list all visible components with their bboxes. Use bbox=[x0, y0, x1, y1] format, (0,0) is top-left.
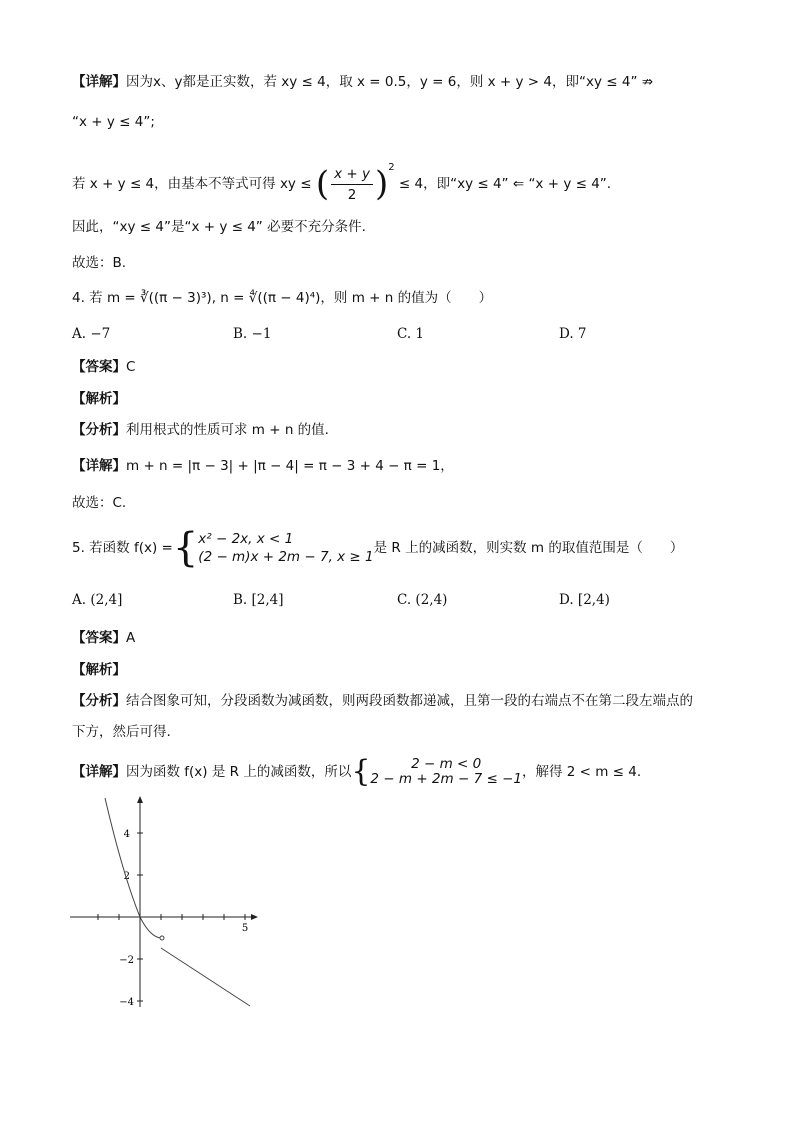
q4-option-b: B. −1 bbox=[233, 326, 272, 342]
q3-detail-line1 bbox=[72, 72, 653, 92]
q3-line3-b: ≤ 4，即“xy ≤ 4” ⇐ “x + y ≤ 4”. bbox=[398, 176, 612, 192]
q5-case1: x² − 2x, x < 1 bbox=[198, 531, 294, 547]
q3-frac-num: x + y bbox=[331, 164, 373, 185]
q4-option-c: C. 1 bbox=[397, 326, 425, 342]
q4-detail-text: m + n = |π − 3| + |π − 4| = π − 3 + 4 − π = 1， bbox=[126, 458, 454, 474]
y-tick-2: 2 bbox=[123, 871, 130, 882]
q3-detail-line2: “x + y ≤ 4”; bbox=[72, 114, 155, 130]
q4-answer-value: C bbox=[126, 359, 136, 375]
q5-answer-value: A bbox=[126, 630, 136, 646]
q3-fraction bbox=[331, 164, 373, 205]
q4-stem: 4. 若 m = ∛((π − 3)³), n = ∜((π − 4)⁴)，则 m + n 的值为（ ） bbox=[72, 290, 493, 306]
x-axis-arrow bbox=[251, 914, 258, 920]
q5-fenxi-tag: 【分析】 bbox=[72, 693, 126, 709]
y-tick-neg4: −4 bbox=[119, 997, 134, 1008]
q3-line3-a: 若 x + y ≤ 4，由基本不等式可得 xy ≤ bbox=[72, 176, 312, 192]
q5-answer bbox=[72, 628, 135, 648]
q5-stem: 5. 若函数 f(x) = { x² − 2x, x < 1 (2 − m)x + 2m − 7, x ≥ 1 是 R 上的减函数，则实数 m 的取值范围是（ ） bbox=[72, 525, 684, 571]
q5-option-c: C. (2,4) bbox=[397, 592, 448, 608]
q5-cond2: 2 − m + 2m − 7 ≤ −1 bbox=[370, 771, 522, 787]
q4-option-d: D. 7 bbox=[559, 326, 587, 342]
q5-fenxi-line1 bbox=[72, 691, 693, 711]
q4-option-a: A. −7 bbox=[72, 326, 111, 342]
q4-detail-tag: 【详解】 bbox=[72, 458, 126, 474]
y-axis-arrow bbox=[137, 796, 143, 803]
q5-answer-tag: 【答案】 bbox=[72, 630, 126, 646]
q5-option-d: D. [2,4) bbox=[559, 592, 610, 608]
q3-frac-den: 2 bbox=[347, 186, 357, 203]
q5-option-a: A. (2,4] bbox=[72, 592, 123, 608]
q4-fenxi-tag: 【分析】 bbox=[72, 422, 126, 438]
q4-fenxi-text: 利用根式的性质可求 m + n 的值. bbox=[126, 422, 329, 438]
q3-detail-line3: 若 x + y ≤ 4，由基本不等式可得 xy ≤ ( $\frac{x + y}{2}$ )$^2$ ≤ 4，即“xy ≤ 4” ⇐ “x + y ≤ 4”. bbox=[72, 162, 612, 204]
q3-detail-text: 因为x、y都是正实数，若 xy ≤ 4，取 x = 0.5，y = 6，则 x + y > 4，即“xy ≤ 4” ⇏ bbox=[126, 74, 654, 90]
q5-case2: (2 − m)x + 2m − 7, x ≥ 1 bbox=[198, 549, 374, 565]
q5-detail-b: ，解得 2 < m ≤ 4. bbox=[521, 764, 642, 780]
x-tick-5: 5 bbox=[241, 923, 249, 934]
q5-conditions bbox=[370, 757, 522, 787]
q5-function-graph bbox=[68, 795, 268, 1010]
q4-detail bbox=[72, 456, 454, 476]
open-endpoint bbox=[160, 936, 164, 940]
q5-analysis-tag: 【解析】 bbox=[72, 662, 126, 678]
q5-fenxi-line2: 下方，然后可得. bbox=[72, 724, 171, 740]
curve-segment-2 bbox=[161, 948, 250, 1006]
q5-fenxi-text1: 结合图象可知，分段函数为减函数，则两段函数都递减，且第一段的右端点不在第二段左端点的 bbox=[126, 693, 693, 709]
q4-fenxi bbox=[72, 420, 329, 440]
q5-detail-a: 因为函数 f(x) 是 R 上的减函数，所以 bbox=[126, 764, 352, 780]
y-tick-neg2: −2 bbox=[119, 955, 134, 966]
q5-piecewise bbox=[198, 530, 373, 566]
q4-answer-tag: 【答案】 bbox=[72, 359, 126, 375]
q3-conclusion: 因此，“xy ≤ 4”是“x + y ≤ 4” 必要不充分条件. bbox=[72, 219, 366, 235]
q5-option-b: B. [2,4] bbox=[233, 592, 284, 608]
q4-analysis-tag: 【解析】 bbox=[72, 391, 126, 407]
q4-choose: 故选：C. bbox=[72, 495, 127, 511]
q5-cond1: 2 − m < 0 bbox=[411, 756, 482, 772]
q4-answer bbox=[72, 357, 135, 377]
y-tick-4: 4 bbox=[123, 829, 130, 840]
q5-detail: 【详解】 因为函数 f(x) 是 R 上的减函数，所以 { 2 − m < 0 2 − m + 2m − 7 ≤ −1 ，解得 2 < m ≤ 4. bbox=[72, 754, 642, 789]
q5-stem-b: 是 R 上的减函数，则实数 m 的取值范围是（ ） bbox=[373, 540, 684, 556]
q5-stem-a: 5. 若函数 f(x) = bbox=[72, 540, 173, 556]
q5-detail-tag: 【详解】 bbox=[72, 764, 126, 780]
q3-detail-tag: 【详解】 bbox=[72, 74, 126, 90]
q3-choose: 故选：B. bbox=[72, 255, 127, 271]
